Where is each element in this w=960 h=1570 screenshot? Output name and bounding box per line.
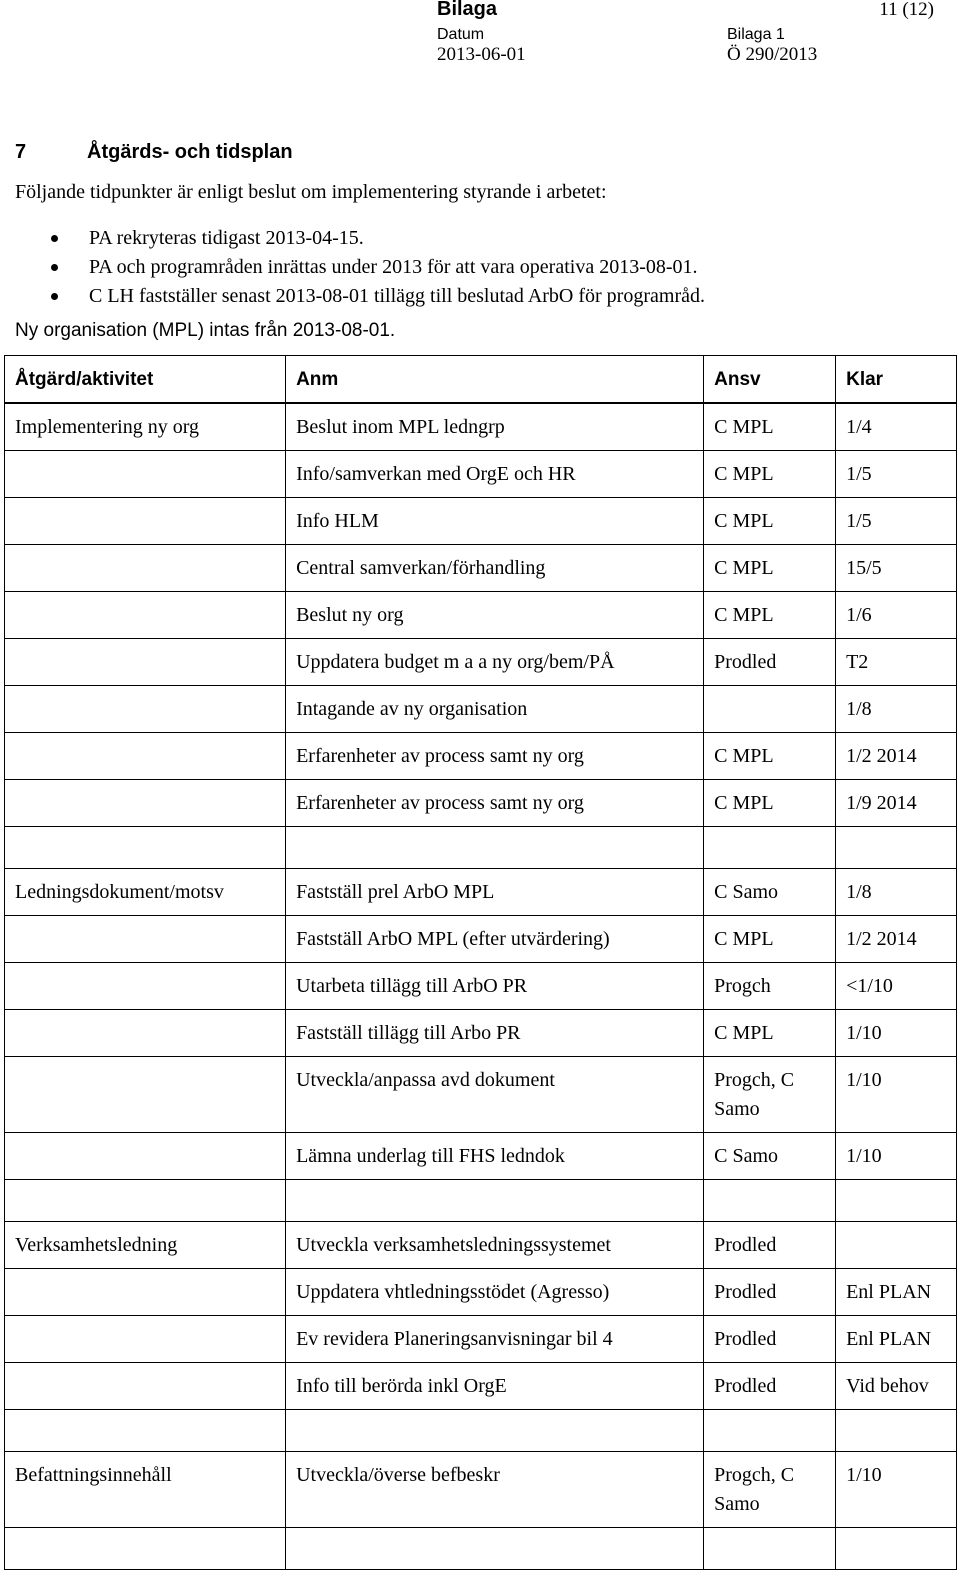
cell-done: Vid behov [836, 1363, 957, 1410]
cell-activity [5, 592, 286, 639]
cell-activity [5, 827, 286, 869]
table-row [5, 1133, 957, 1180]
bullet-item [47, 253, 705, 282]
table-row [5, 1452, 957, 1528]
cell-responsible: Prodled [704, 1316, 836, 1363]
cell-done: Enl PLAN [836, 1269, 957, 1316]
cell-responsible: Progch, C Samo [704, 1057, 836, 1133]
cell-done [836, 1180, 957, 1222]
cell-note: Fastställ ArbO MPL (efter utvärdering) [286, 916, 704, 963]
cell-done [836, 1410, 957, 1452]
cell-note: Central samverkan/förhandling [286, 545, 704, 592]
cell-responsible: Progch [704, 963, 836, 1010]
header-done: Klar [836, 356, 957, 404]
cell-responsible: Prodled [704, 1269, 836, 1316]
cell-note: Utarbeta tillägg till ArbO PR [286, 963, 704, 1010]
cell-note: Uppdatera vhtledningsstödet (Agresso) [286, 1269, 704, 1316]
cell-responsible: C Samo [704, 1133, 836, 1180]
cell-activity [5, 1133, 286, 1180]
cell-responsible [704, 686, 836, 733]
cell-note: Intagande av ny organisation [286, 686, 704, 733]
table-row [5, 403, 957, 451]
bullet-icon [51, 264, 58, 271]
cell-activity: Befattningsinnehåll [5, 1452, 286, 1528]
cell-note: Fastställ tillägg till Arbo PR [286, 1010, 704, 1057]
table-row [5, 780, 957, 827]
table-row [5, 1010, 957, 1057]
section-number: 7 [15, 141, 27, 163]
new-organisation-note: Ny organisation (MPL) intas från 2013-08-01. [15, 320, 396, 341]
bullet-list [47, 224, 705, 311]
table-row [5, 498, 957, 545]
cell-done: Enl PLAN [836, 1316, 957, 1363]
cell-note: Ev revidera Planeringsanvisningar bil 4 [286, 1316, 704, 1363]
cell-responsible: Prodled [704, 1363, 836, 1410]
table-row [5, 545, 957, 592]
cell-note: Info till berörda inkl OrgE [286, 1363, 704, 1410]
table-row [5, 1363, 957, 1410]
cell-activity [5, 780, 286, 827]
section-title: Åtgärds- och tidsplan [87, 141, 293, 163]
action-plan-table [4, 355, 957, 1570]
cell-responsible: C MPL [704, 1010, 836, 1057]
cell-done: <1/10 [836, 963, 957, 1010]
cell-note [286, 827, 704, 869]
cell-done: 1/2 2014 [836, 916, 957, 963]
table-row [5, 869, 957, 916]
cell-note [286, 1410, 704, 1452]
date-label: Datum [437, 26, 485, 43]
table-body [5, 403, 957, 1570]
cell-note: Erfarenheter av process samt ny org [286, 733, 704, 780]
table-row [5, 686, 957, 733]
cell-done: 1/9 2014 [836, 780, 957, 827]
cell-responsible: C MPL [704, 592, 836, 639]
cell-responsible: C MPL [704, 780, 836, 827]
header-activity: Åtgärd/aktivitet [5, 356, 286, 404]
cell-done: 15/5 [836, 545, 957, 592]
cell-responsible: C MPL [704, 916, 836, 963]
cell-done: 1/8 [836, 869, 957, 916]
table-row [5, 1222, 957, 1269]
cell-activity [5, 1363, 286, 1410]
cell-done: 1/5 [836, 498, 957, 545]
cell-activity [5, 1269, 286, 1316]
cell-activity [5, 498, 286, 545]
header-note: Anm [286, 356, 704, 404]
cell-note: Utveckla verksamhetsledningssystemet [286, 1222, 704, 1269]
attachment-label: Bilaga 1 [727, 26, 785, 43]
cell-activity [5, 1410, 286, 1452]
bullet-item [47, 224, 705, 253]
cell-note: Info HLM [286, 498, 704, 545]
section-heading [15, 141, 293, 164]
page-number: 11 (12) [879, 0, 934, 20]
table-row [5, 451, 957, 498]
cell-activity [5, 1057, 286, 1133]
cell-note [286, 1180, 704, 1222]
bullet-text: C LH fastställer senast 2013-08-01 tillägg till beslutad ArbO för programråd. [89, 285, 705, 307]
table-row [5, 963, 957, 1010]
cell-note: Erfarenheter av process samt ny org [286, 780, 704, 827]
cell-activity [5, 1010, 286, 1057]
cell-responsible: Progch, C Samo [704, 1452, 836, 1528]
cell-note: Fastställ prel ArbO MPL [286, 869, 704, 916]
cell-done: 1/4 [836, 403, 957, 451]
cell-note: Utveckla/anpassa avd dokument [286, 1057, 704, 1133]
cell-done: 1/10 [836, 1057, 957, 1133]
cell-responsible: C MPL [704, 545, 836, 592]
cell-activity: Implementering ny org [5, 403, 286, 451]
cell-done: 1/6 [836, 592, 957, 639]
cell-done: 1/10 [836, 1010, 957, 1057]
table-row [5, 639, 957, 686]
cell-note: Info/samverkan med OrgE och HR [286, 451, 704, 498]
cell-done [836, 1222, 957, 1269]
cell-responsible: Prodled [704, 639, 836, 686]
cell-note: Beslut inom MPL ledngrp [286, 403, 704, 451]
cell-responsible [704, 1410, 836, 1452]
cell-done: T2 [836, 639, 957, 686]
bullet-item [47, 282, 705, 311]
cell-note: Lämna underlag till FHS ledndok [286, 1133, 704, 1180]
cell-note: Uppdatera budget m a a ny org/bem/PÅ [286, 639, 704, 686]
cell-activity [5, 639, 286, 686]
intro-text: Följande tidpunkter är enligt beslut om implementering styrande i arbetet: [15, 181, 607, 203]
cell-responsible: Prodled [704, 1222, 836, 1269]
table-row [5, 916, 957, 963]
cell-note: Utveckla/överse befbeskr [286, 1452, 704, 1528]
cell-activity [5, 686, 286, 733]
cell-responsible [704, 827, 836, 869]
table-row [5, 733, 957, 780]
cell-done: 1/5 [836, 451, 957, 498]
cell-activity [5, 1528, 286, 1570]
table-row [5, 1269, 957, 1316]
cell-note: Beslut ny org [286, 592, 704, 639]
cell-activity [5, 963, 286, 1010]
table-row [5, 1528, 957, 1570]
table-row [5, 1316, 957, 1363]
cell-responsible [704, 1528, 836, 1570]
cell-activity [5, 1316, 286, 1363]
cell-activity [5, 1180, 286, 1222]
cell-responsible: C Samo [704, 869, 836, 916]
cell-done [836, 1528, 957, 1570]
cell-responsible: C MPL [704, 451, 836, 498]
table-row [5, 592, 957, 639]
bullet-icon [51, 235, 58, 242]
table-row [5, 1180, 957, 1222]
bullet-text: PA och programråden inrättas under 2013 för att vara operativa 2013-08-01. [89, 256, 698, 278]
table-row [5, 1057, 957, 1133]
header-responsible: Ansv [704, 356, 836, 404]
cell-done: 1/10 [836, 1133, 957, 1180]
cell-note [286, 1528, 704, 1570]
bullet-icon [51, 293, 58, 300]
table-row [5, 1410, 957, 1452]
cell-responsible: C MPL [704, 733, 836, 780]
cell-activity [5, 916, 286, 963]
table-row [5, 827, 957, 869]
cell-activity [5, 733, 286, 780]
table-header-row [5, 356, 957, 404]
cell-done [836, 827, 957, 869]
cell-activity: Ledningsdokument/motsv [5, 869, 286, 916]
doc-title: Bilaga [437, 0, 498, 20]
cell-done: 1/2 2014 [836, 733, 957, 780]
reference-number: Ö 290/2013 [727, 44, 818, 65]
cell-done: 1/8 [836, 686, 957, 733]
cell-activity [5, 451, 286, 498]
cell-done: 1/10 [836, 1452, 957, 1528]
cell-responsible [704, 1180, 836, 1222]
cell-responsible: C MPL [704, 403, 836, 451]
cell-activity [5, 545, 286, 592]
date-value: 2013-06-01 [437, 44, 526, 65]
bullet-text: PA rekryteras tidigast 2013-04-15. [89, 227, 364, 249]
cell-responsible: C MPL [704, 498, 836, 545]
cell-activity: Verksamhetsledning [5, 1222, 286, 1269]
